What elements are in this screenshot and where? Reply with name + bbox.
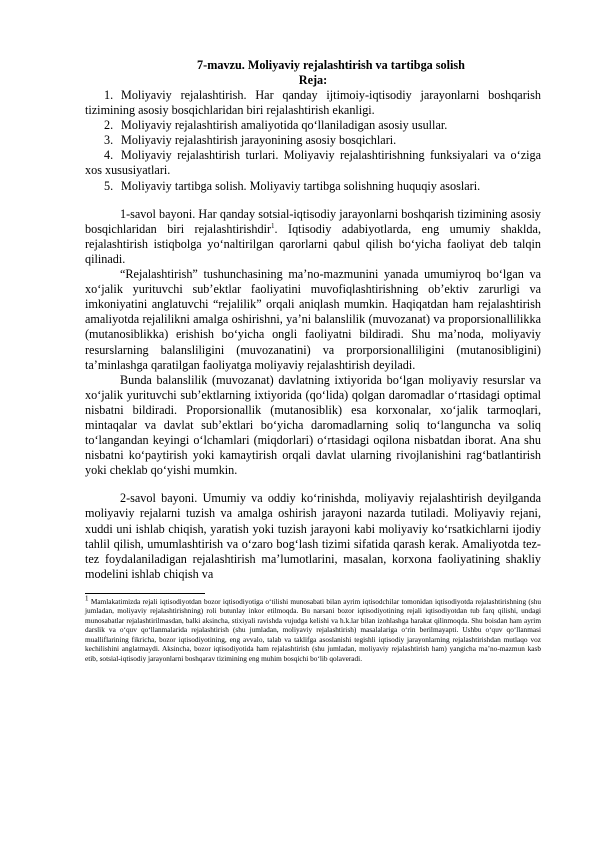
plan-item-number: 2. (104, 118, 114, 133)
plan-item (85, 88, 541, 118)
plan-item (85, 133, 541, 148)
plan-heading: Reja: (298, 73, 328, 87)
footnote (85, 594, 541, 664)
paragraph-text: . Iqtisodiy adabiyotlarda, eng umumiy shaklda, rejalashtirish istiqbolga yo‘naltirilgan qarorlarni qabul qilish bo‘yicha faoliyat deb talqin qilinadi. (85, 221, 541, 266)
plan-item-number: 4. (104, 148, 114, 163)
footnote-text: Mamlakatimizda rejali iqtisodiyotdan bozor iqtisodiyotiga o‘tilishi munosabati bilan ayrim iqtisodchilar tomonidan iqtisodiyotda rejalashtirishning (shu jumladan, moliyaviy rejalashtirishning) roli butunlay inkor etilmoqda. Bu narsani bozor iqtisodiyotining rejali iqtisodiyotdan tub farq qilishi, undagi munosabatlar rejalashtirilmasdan, balki aksincha, stixiyali ravishda vujudga kelishi va h.k.lar bilan izohlashga harakat qilinmoqda. Shu boisdan ham ayrim darslik va o‘quv qo‘llanmalarida rejalashtirish (shu jumladan, moliyaviy rejalashtirish) masalalariga o‘rin berilmayapti. Ushbu o‘quv qo‘llanmasi mualliflarining fikricha, bozor iqtisodiyotining, eng avvalo, talab va taklifga asoslanishi tegishli iqtisodiy jarayonlarning rejalashtirishdan mutlaqo voz kechilishini anglatmaydi. Aksincha, bozor iqtisodiyotida ham rejalashtirish (shu jumladan, moliyaviy rejalashtirish ham) yangicha ma’no-mazmun kasb etib, sotsial-iqtisodiy jarayonlarni boshqarav tizimining eng muhim bosqichi bo‘lib qolaveradi. (85, 596, 541, 663)
plan-item-text: Moliyaviy tartibga solish. Moliyaviy tartibga solishning huquqiy asoslari. (121, 178, 481, 193)
plan-item-number: 3. (104, 133, 114, 148)
footnote-mark: 1 (85, 594, 89, 603)
paragraph-text: 1-savol bayoni. Har qanday sotsial-iqtisodiy jarayonlarni boshqarish tizimining asosiy bosqichlaridan biri rejalashtirishdir (85, 206, 541, 236)
plan-item (85, 148, 541, 178)
plan-list (85, 88, 541, 194)
page-title: 7-mavzu. Moliyaviy rejalashtirish va tartibga solish (197, 58, 465, 72)
plan-item-text: Moliyaviy rejalashtirish turlari. Moliyaviy rejalashtirishning funksiyalari va o‘ziga xos xususiyatlari. (85, 148, 541, 178)
plan-item-number: 5. (104, 178, 114, 193)
paragraph-question-2: 2-savol bayoni. Umumiy va oddiy ko‘rinishda, moliyaviy rejalashtirish deyilganda moliyaviy rejalarni tuzish va amalga oshirish jarayoni nazarda tutiladi. Moliyaviy rejani, xuddi uni ishlab chiqish, yaratish yoki tuzish jarayoni kabi moliyaviy ko‘rsatkichlarni ijodiy tahlil qilish, umumlashtirish va o‘zaro bog‘lash tizimi sifatida qarash kerak. Amaliyotda tez-tez foydalaniladigan rejalashtirish ma’lumotlarini, masalan, korxona faoliyatining shakliy modelini ishlab chiqish va (85, 491, 541, 581)
paragraph-planning-concept: “Rejalashtirish” tushunchasining ma’no-mazmunini yanada umumiyroq bo‘lgan va xo‘jalik yurituvchi sub’ektlar faoliyatini muvofiqlashtirishning ob’ektiv zarurligi va imkoniyatini anglatuvchi “rejalilik” orqali aniqlash mumkin. Haqiqatdan ham rejalashtirish amaliyotda rejalilikni amalga oshirishni, ya’ni balanslilik (muvozanat) va proporsionallilikka (mutanosiblikka) erishish bo‘yicha ongli faoliyatni bildiradi. Shu ma’noda, moliyaviy resurslarning balansliligini (muvozanatini) va prorporsionalliligini (mutanosibligini) ta’minlashga qaratilgan faoliyatga moliyaviy rejalashtirish deyiladi. (85, 267, 541, 372)
plan-item-text: Moliyaviy rejalashtirish amaliyotida qo‘llaniladigan asosiy usullar. (121, 118, 448, 133)
footnote-separator (85, 593, 205, 594)
plan-item (85, 118, 541, 133)
spacer (85, 478, 541, 491)
paragraph-balance: Bunda balanslilik (muvozanat) davlatning ixtiyorida bo‘lgan moliyaviy resurslar va xo‘jalik yurituvchi sub’ektlarning ixtiyorida (qo‘lida) qolgan daromadlar o‘rtasidagi optimal nisbatni bildiradi. Proporsionallik (mutanosiblik) esa korxonalar, xo‘jalik tarmoqlari, mintaqalar va davlat sub’ektlari bo‘yicha daromadlarning soliq to‘languncha va soliq to‘langandan keyingi o‘lchamlari (miqdorlari) o‘rtasidagi oqilona nisbatdan iborat. Ana shu nisbatni ko‘paytirish yoki kamaytirish orqali davlat ularning rivojlanishini rag‘batlantirish yoki cheklab qo‘yishi mumkin. (85, 372, 541, 478)
plan-item-text: Moliyaviy rejalashtirish jarayonining asosiy bosqichlari. (121, 133, 397, 148)
plan-item-text: Moliyaviy rejalashtirish. Har qanday ijtimoiy-iqtisodiy jarayonlarni boshqarish tizimining asosiy bosqichlaridan biri rejalashtirish ekanligi. (85, 88, 541, 118)
footnote-reference[interactable]: 1 (271, 221, 275, 230)
plan-item (85, 179, 541, 194)
plan-item-number: 1. (104, 88, 114, 102)
spacer (85, 194, 541, 207)
paragraph-question-1 (85, 207, 541, 267)
